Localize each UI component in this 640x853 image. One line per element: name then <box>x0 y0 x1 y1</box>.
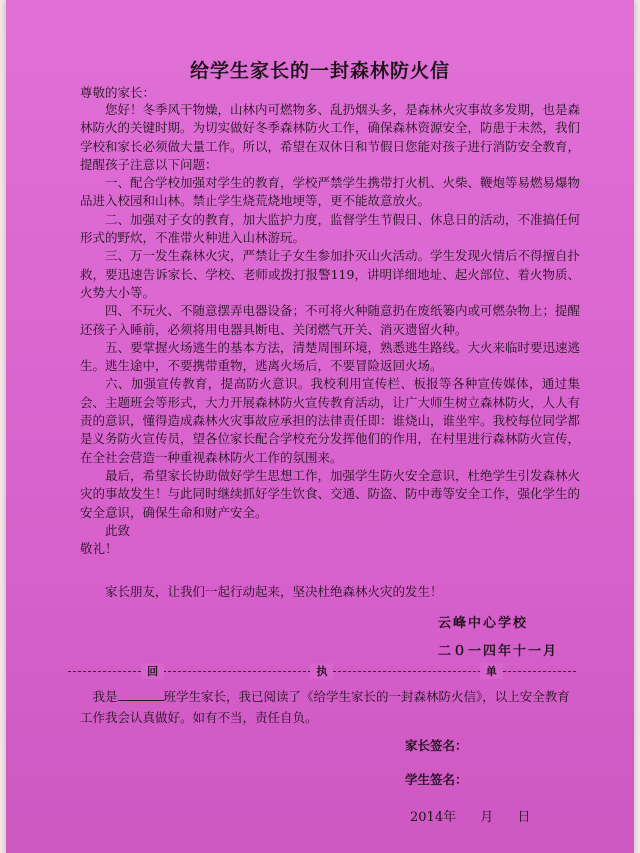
paragraph-item-4: 四、不玩火、不随意摆弄电器设备；不可将火种随意扔在废纸篓内或可燃杂物上；提醒还孩子入睡前，必须将用电器具断电、关闭燃气开关、消灭遗留火种。 <box>80 303 581 337</box>
receipt-divider <box>68 665 576 686</box>
paragraph-item-5: 五、要掌握火场逃生的基本方法，清楚周围环境，熟悉逃生路线。大火来临时要迅速逃生。逃生途中，不要携带重物，逃离火场后，不要冒险返回火场。 <box>80 339 581 374</box>
paragraph-item-1: 一、配合学校加强对学生的教育，学校严禁学生携带打火机、火柴、鞭炮等易燃易爆物品进入校园和山林。禁止学生烧荒烧地埂等，更不能故意放火。 <box>80 175 581 209</box>
letter-greeting: 尊敬的家长： <box>80 85 156 100</box>
call-to-action: 家长朋友，让我们一起行动起来，坚决杜绝森林火灾的发生！ <box>105 584 443 599</box>
letter-body <box>80 101 580 558</box>
confirm-suffix: 班学生家长，我已阅读了《给学生家长的一封森林防火信》，以上安全教育工作我会认真做好。如有不当，责任自负。 <box>80 689 570 725</box>
sign-off: 敬礼！ <box>80 541 118 557</box>
receipt-divider-char: 单 <box>480 663 503 679</box>
parent-signature-label: 家长签名： <box>405 738 468 753</box>
paragraph-closing: 最后，希望家长协助做好学生思想工作，加强学生防火安全意识，杜绝学生引发森林火灾的事故发生！与此同时继续抓好学生饮食、交通、防盗、防中毒等安全工作，强化学生的安全意识，确保生命和财产安全。 <box>80 467 581 520</box>
paragraph-item-3: 三、万一发生森林火灾，严禁让子女生参加扑灭山火活动。学生发现火情后不得擅自扑救，要迅速告诉家长、学校、老师或拨打报警119，讲明详细地址、起火部位、着火物质、火势大小等。 <box>80 248 581 300</box>
paragraph-item-2: 二、加强对子女的教育，加大监护力度，监督学生节假日、休息日的活动，不准搞任何形式的野炊，不准带火种进入山林游玩。 <box>80 211 581 246</box>
school-name: 云峰中心学校 <box>438 616 529 631</box>
receipt-date: 2014年 月 日 <box>410 810 531 825</box>
class-blank-field[interactable] <box>118 700 164 701</box>
receipt-divider-char: 执 <box>310 663 333 679</box>
receipt-confirmation <box>80 686 580 728</box>
paragraph-cizhi: 此致 <box>105 522 131 538</box>
paragraph-item-6: 六、加强宣传教育，提高防火意识。我校利用宣传栏、板报等各种宣传媒体，通过集会、主题班会等形式，大力开展森林防火宣传教育活动，让广大师生树立森林防火，人人有责的意识，懂得造成森林火灾事故应承担的法律责任即：谁烧山，谁坐牢。我校每位同学都是义务防火宣传员，望各位家长配合学校充分发挥他们的作用，在村里进行森林防火宣传，在全社会营造一种重视森林防火工作的氛围来。 <box>80 376 581 465</box>
paragraph-intro: 您好！冬季风干物燥，山林内可燃物多、乱扔烟头多，是森林火灾事故多发期，也是森林防火的关键时期。为切实做好冬季森林防火工作，确保森林资源安全，防患于未然，我们学校和家长必须做大量工作。所以，希望在双休日和节假日您能对孩子进行消防安全教育，提醒孩子注意以下问题： <box>80 102 581 172</box>
confirm-prefix: 我是 <box>92 689 118 704</box>
letter-date: 二０一四年十一月 <box>438 644 559 659</box>
receipt-divider-char: 回 <box>141 663 164 679</box>
letter-title: 给学生家长的一封森林防火信 <box>189 60 450 82</box>
student-signature-label: 学生签名： <box>405 772 468 787</box>
